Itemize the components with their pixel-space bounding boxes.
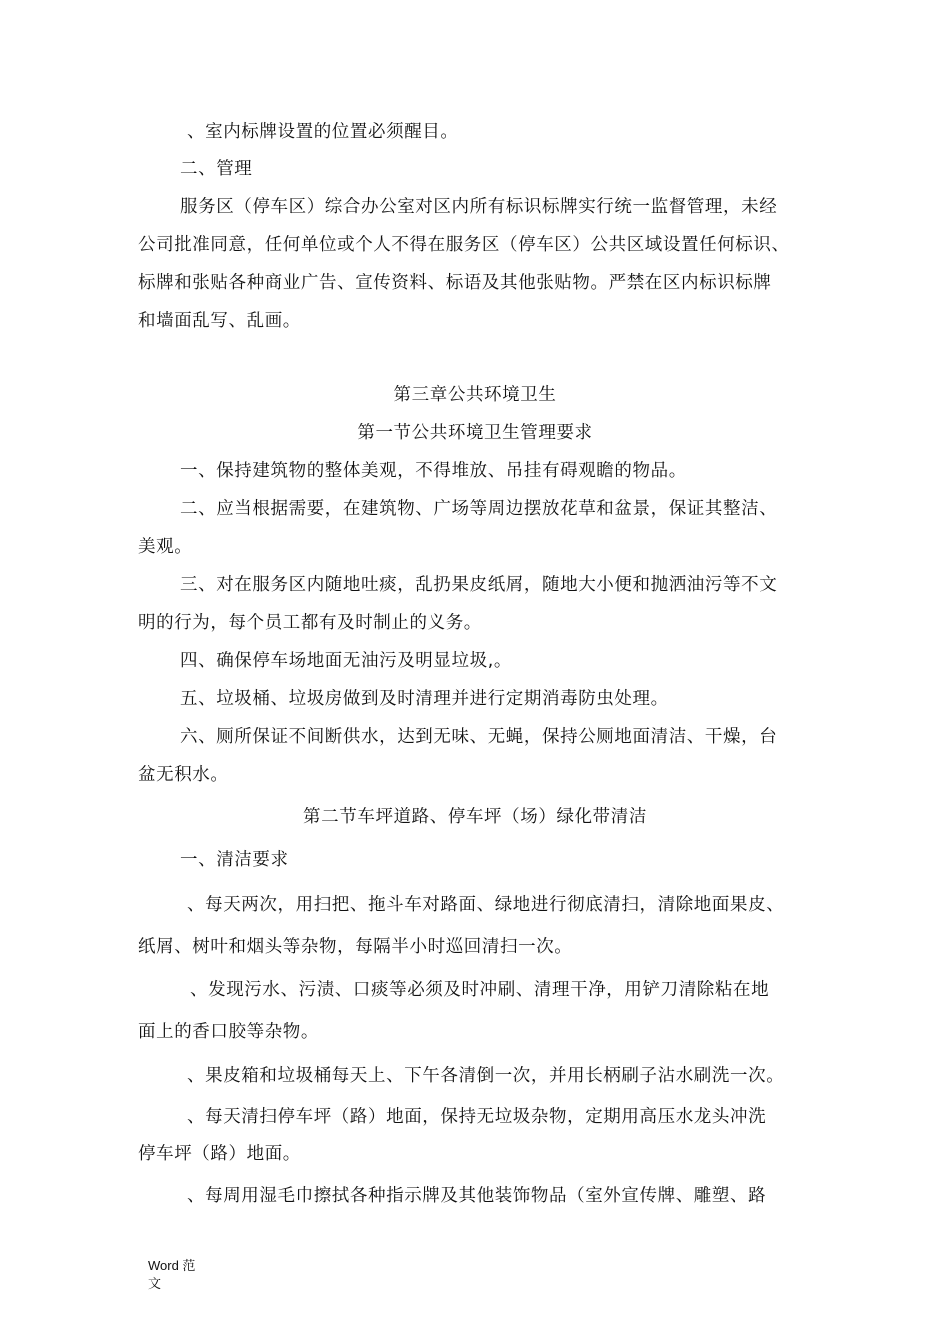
paragraph-line: 六、厕所保证不间断供水，达到无味、无蝇，保持公厕地面清洁、干燥，台: [180, 727, 778, 747]
paragraph-line: 公司批准同意，任何单位或个人不得在服务区（停车区）公共区域设置任何标识、: [138, 235, 790, 255]
paragraph-line: 、发现污水、污渍、口痰等必须及时冲刷、清理干净，用铲刀清除粘在地: [190, 980, 770, 1000]
section-heading: 二、管理: [180, 159, 253, 179]
section-title: 第一节公共环境卫生管理要求: [357, 423, 593, 443]
section-heading: 一、清洁要求: [180, 850, 289, 870]
paragraph-line: 、每周用湿毛巾擦拭各种指示牌及其他装饰物品（室外宣传牌、雕塑、路: [187, 1186, 767, 1206]
paragraph-line: 、每天两次，用扫把、拖斗车对路面、绿地进行彻底清扫，清除地面果皮、: [187, 895, 785, 915]
paragraph-line: 盆无积水。: [138, 765, 229, 785]
section-title: 第二节车坪道路、停车坪（场）绿化带清洁: [303, 807, 647, 827]
paragraph-line: 一、保持建筑物的整体美观，不得堆放、吊挂有碍观瞻的物品。: [180, 461, 687, 481]
paragraph-line: 纸屑、树叶和烟头等杂物，每隔半小时巡回清扫一次。: [138, 937, 573, 957]
paragraph-line: 五、垃圾桶、垃圾房做到及时清理并进行定期消毒防虫处理。: [180, 689, 669, 709]
paragraph-line: 、果皮箱和垃圾桶每天上、下午各清倒一次，并用长柄刷子沾水刷洗一次。: [187, 1066, 785, 1086]
paragraph-line: 明的行为，每个员工都有及时制止的义务。: [138, 613, 482, 633]
paragraph-line: 二、应当根据需要，在建筑物、广场等周边摆放花草和盆景，保证其整洁、: [180, 499, 778, 519]
footer-text: Word 范: [148, 1258, 196, 1273]
paragraph-line: 和墙面乱写、乱画。: [138, 311, 301, 331]
paragraph-line: 三、对在服务区内随地吐痰，乱扔果皮纸屑，随地大小便和抛洒油污等不文: [180, 575, 778, 595]
paragraph-line: 美观。: [138, 537, 193, 557]
paragraph-line: 、每天清扫停车坪（路）地面，保持无垃圾杂物，定期用高压水龙头冲洗: [187, 1107, 767, 1127]
paragraph-line: 、室内标牌设置的位置必须醒目。: [187, 122, 459, 142]
footer-text: 文: [148, 1276, 162, 1291]
paragraph-line: 面上的香口胶等杂物。: [138, 1022, 319, 1042]
paragraph-line: 标牌和张贴各种商业广告、宣传资料、标语及其他张贴物。严禁在区内标识标牌: [138, 273, 772, 293]
chapter-title: 第三章公共环境卫生: [393, 385, 557, 405]
paragraph-line: 服务区（停车区）综合办公室对区内所有标识标牌实行统一监督管理，未经: [180, 197, 778, 217]
paragraph-line: 四、确保停车场地面无油污及明显垃圾,。: [180, 651, 512, 671]
paragraph-line: 停车坪（路）地面。: [138, 1144, 301, 1164]
